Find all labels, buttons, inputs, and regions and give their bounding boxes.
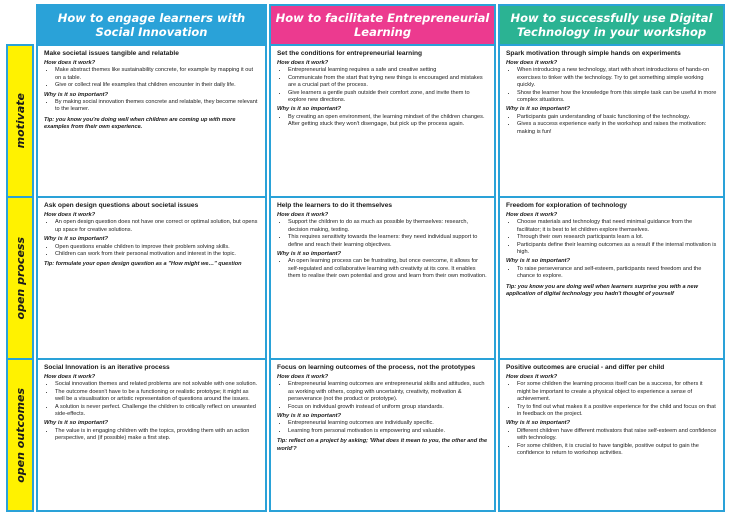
how-label: How does it work?	[277, 374, 329, 380]
cell-title: Make societal issues tangible and relatable	[44, 50, 179, 57]
why-item: • Children can work from their personal motivation and interest in the topic.	[55, 251, 259, 258]
why-list	[506, 114, 717, 136]
row-label-open-outcomes	[6, 360, 34, 512]
how-list	[277, 381, 488, 411]
why-list	[44, 428, 259, 443]
why-item: • By creating an open environment, the learning mindset of the children changes. After getting stuck they won't disengage, but pick up the process again.	[288, 114, 488, 129]
why-list	[277, 420, 488, 435]
how-list	[44, 67, 259, 89]
how-list	[44, 381, 259, 418]
how-label: How does it work?	[44, 212, 96, 218]
why-label: Why is it so important?	[277, 106, 342, 113]
why-item: • Open questions enable children to improve their problem solving skills.	[55, 244, 259, 251]
table-corner	[6, 4, 34, 44]
why-item: • For some children, it is crucial to have tangible, positive output to gain the confidence to return to workshop activities.	[517, 443, 717, 458]
cell-title: Help the learners to do it themselves	[277, 202, 393, 209]
guide-cell	[36, 360, 267, 512]
how-item: • Entrepreneurial learning requires a safe and creative setting	[288, 67, 488, 74]
why-list	[44, 99, 259, 114]
why-list	[44, 244, 259, 259]
why-label: Why is it so important?	[506, 106, 571, 113]
why-item: • Participants gain understanding of basic functioning of the technology.	[517, 114, 717, 121]
column-header-social-innovation: How to engage learners with Social Innovation	[36, 4, 267, 44]
guide-cell	[269, 44, 496, 198]
cell-title: Set the conditions for entrepreneurial learning	[277, 50, 423, 57]
why-item: • Entrepreneurial learning outcomes are individually specific.	[288, 420, 488, 427]
row-label-text: open process	[13, 236, 27, 320]
how-list	[506, 219, 717, 256]
how-item: • When introducing a new technology, start with short introductions of hands-on exercises to tinker with the technology. Try to get something simple working quickly.	[517, 67, 717, 89]
how-label: How does it work?	[506, 60, 558, 66]
why-item: • By making social innovation themes concrete and relatable, they become relevant to the learner.	[55, 99, 259, 114]
how-item: • Try to find out what makes it a positive experience for the child and focus on that in feedback on the project.	[517, 404, 717, 419]
how-label: How does it work?	[44, 374, 96, 380]
how-label: How does it work?	[506, 374, 558, 380]
row-label-motivate	[6, 44, 34, 198]
row-label-text: open outcomes	[13, 387, 27, 483]
how-list	[506, 381, 717, 418]
tip-text: Tip: you know you're doing well when children are coming up with more examples from their own experience.	[44, 116, 236, 131]
why-item: • To raise perseverance and self-esteem, participants need freedom and the chance to explore.	[517, 266, 717, 281]
why-label: Why is it so important?	[44, 420, 109, 427]
how-item: • Entrepreneurial learning outcomes are entrepreneurial skills and attitudes, such as working with others, coping with uncertainty, creativity, motivation & perseverance (not the product or prototype).	[288, 381, 488, 403]
tip-text: Tip: you know you are doing well when learners surprise you with a new application of digital technology you hadn't thought of yourself	[506, 283, 698, 298]
guide-cell	[498, 198, 725, 360]
why-list	[506, 428, 717, 458]
guide-cell	[36, 198, 267, 360]
guide-cell	[498, 360, 725, 512]
how-list	[44, 219, 259, 234]
why-list	[277, 114, 488, 129]
column-header-digital-technology: How to successfully use Digital Technology in your workshop	[498, 4, 725, 44]
why-item: • Gives a success experience early in the workshop and raises the motivation: making is fun!	[517, 121, 717, 136]
how-item: • Focus on individual growth instead of uniform group standards.	[288, 404, 488, 411]
how-item: • For some children the learning process itself can be a success, for others it might be important to create a physical object to experience a sense of achievement.	[517, 381, 717, 403]
how-list	[506, 67, 717, 104]
why-label: Why is it so important?	[277, 251, 342, 258]
how-item: • Choose materials and technology that need minimal guidance from the facilitator; it is best to let children explore themselves.	[517, 219, 717, 234]
how-item: • This requires sensitivity towards the learners: they need individual support to define and reach their learning objectives.	[288, 234, 488, 249]
why-label: Why is it so important?	[44, 91, 109, 98]
why-item: • Different children have different motivators that raise self-esteem and confidence with technology.	[517, 428, 717, 443]
tip-text: Tip: formulate your open design question as a "How might we…" question	[44, 261, 242, 268]
how-item: • Give or collect real life examples that children encounter in their daily life.	[55, 82, 259, 89]
how-item: • Communicate from the start that trying new things is encouraged and mistakes are a crucial part of the process.	[288, 75, 488, 90]
tip-text: Tip: reflect on a project by asking; 'What does it mean to you, the other and the world'?	[277, 438, 488, 452]
row-label-open-process	[6, 198, 34, 360]
guide-cell	[269, 198, 496, 360]
how-item: • Give learners a gentle push outside their comfort zone, and invite them to explore new directions.	[288, 90, 488, 105]
how-label: How does it work?	[506, 212, 558, 218]
how-list	[277, 219, 488, 249]
cell-title: Spark motivation through simple hands on experiments	[506, 50, 681, 57]
how-item: • An open design question does not have one correct or optimal solution, but opens up space for creative solutions.	[55, 219, 259, 234]
how-item: • The outcome doesn't have to be a functioning or realistic prototype; it might as well be a visualisation or artistic representation of questions around the issues.	[55, 389, 259, 404]
guide-cell	[269, 360, 496, 512]
cell-title: Freedom for exploration of technology	[506, 202, 627, 209]
how-list	[277, 67, 488, 104]
why-list	[506, 266, 717, 281]
why-label: Why is it so important?	[506, 258, 571, 265]
how-label: How does it work?	[277, 212, 329, 218]
how-item: • Support the children to do as much as possible by themselves: research, decision making, testing.	[288, 219, 488, 234]
how-item: • Through their own research participants learn a lot.	[517, 234, 717, 241]
column-header-entrepreneurial-learning: How to facilitate Entrepreneurial Learning	[269, 4, 496, 44]
why-item: • Learning from personal motivation is empowering and valuable.	[288, 428, 488, 435]
why-label: Why is it so important?	[506, 420, 571, 427]
why-label: Why is it so important?	[44, 236, 109, 243]
why-item: • The value is in engaging children with the topics, providing them with an action perspective, and (if possible) make a first step.	[55, 428, 259, 443]
why-label: Why is it so important?	[277, 413, 342, 420]
how-item: • A solution is never perfect. Challenge the children to critically reflect on unwanted side-effects.	[55, 404, 259, 419]
row-label-text: motivate	[13, 93, 27, 149]
how-item: • Social innovation themes and related problems are not solvable with one solution.	[55, 381, 259, 388]
cell-title: Ask open design questions about societal issues	[44, 202, 199, 209]
how-item: • Show the learner how the knowledge from this simple task can be useful in more complex situations.	[517, 90, 717, 105]
how-label: How does it work?	[44, 60, 96, 66]
how-label: How does it work?	[277, 60, 329, 66]
guide-cell	[36, 44, 267, 198]
how-item: • Make abstract themes like sustainability concrete, for example by mapping it out on a table.	[55, 67, 259, 82]
guide-cell	[498, 44, 725, 198]
cell-title: Social Innovation is an iterative process	[44, 364, 170, 371]
how-item: • Participants define their learning outcomes as a result if the internal motivation is high.	[517, 242, 717, 257]
cell-title: Positive outcomes are crucial - and differ per child	[506, 364, 665, 371]
cell-title: Focus on learning outcomes of the process, not the prototypes	[277, 364, 476, 371]
why-item: • An open learning process can be frustrating, but once overcome, it allows for self-regulated and collaborative learning with creativity at its core. It enables them to realise their own potential and grow and learn from their own motivation.	[288, 258, 488, 280]
why-list	[277, 258, 488, 280]
